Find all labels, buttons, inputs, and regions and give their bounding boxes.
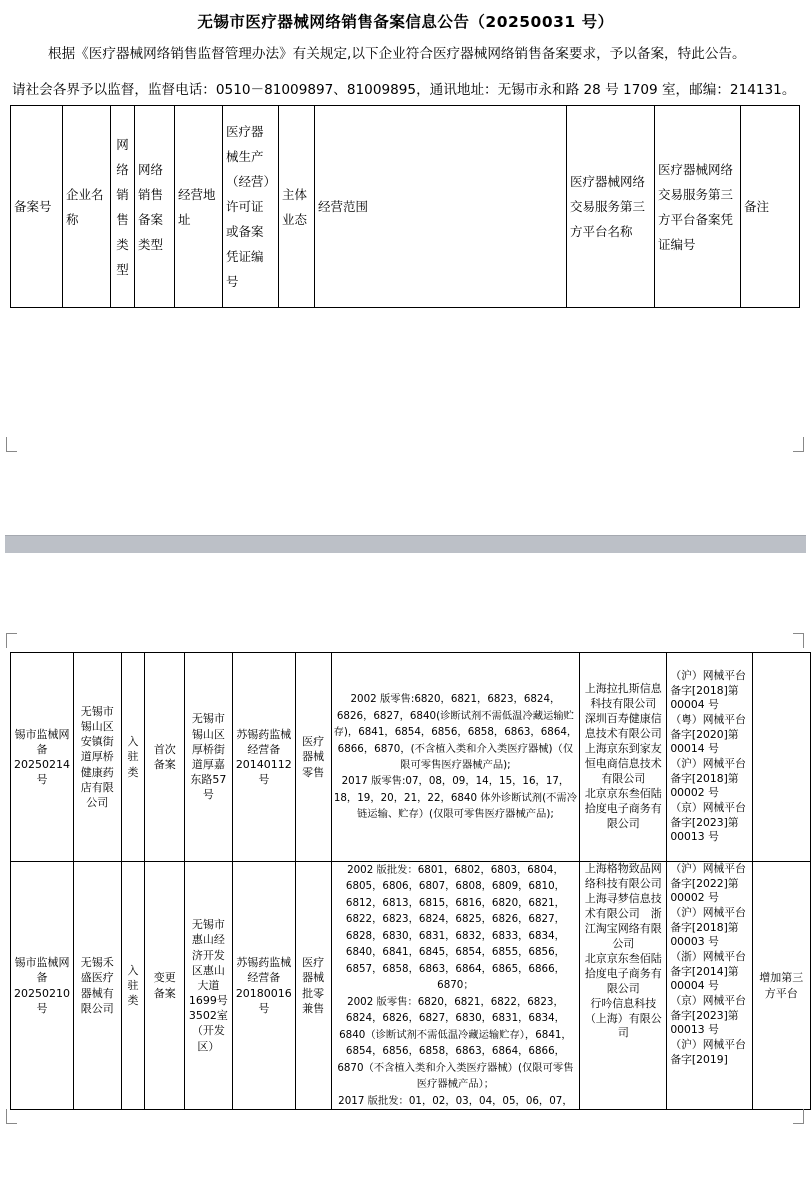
intro-paragraph: 根据《医疗器械网络销售监督管理办法》有关规定,以下企业符合医疗器械网络销售备案要求，予以备案，特此公告。 <box>48 46 746 62</box>
cell-platform-certs: （沪）网械平台备字[2022]第 00002 号 （沪）网械平台备字[2018]第 00003 号 （浙）网械平台备字[2014]第 00004 号 （京）网械平台备字[2023]第 00013 号 （沪）网械平台备字[2019] <box>667 862 752 1110</box>
header-company: 企业名称 <box>63 106 111 308</box>
header-business-form: 主体业态 <box>279 106 315 308</box>
page-title: 无锡市医疗器械网络销售备案信息公告（20250031 号） <box>197 13 614 31</box>
cell-business-form: 医疗器械零售 <box>295 653 331 862</box>
header-sales-type: 网络销售类型 <box>111 106 135 308</box>
cell-scope: 2002 版零售:6820，6821，6823，6824，6826，6827，6840(诊断试剂不需低温冷藏运输贮存)，6841，6854，6856，6858，6863，6864，6866，6870，(不含植入类和介入类医疗器械)（仅限可零售医疗器械产品); 2017 版零售:07，08，09，14，15，16，17，18，19，20，21，22，6840 体外诊断试剂(不需冷链运输、贮存）(仅限可零售医疗器械产品); <box>331 653 580 862</box>
header-platform-cert: 医疗器械网络交易服务第三方平台备案凭证编号 <box>655 106 741 308</box>
header-platform-name: 医疗器械网络交易服务第三方平台名称 <box>567 106 655 308</box>
page-corner-mark <box>6 1109 17 1124</box>
cell-platforms: 上海格物致品网络科技有限公司上海寻梦信息技术有限公司 浙江淘宝网络有限公司 北京京东叁佰陆拾度电子商务有限公司 行吟信息科技（上海）有限公司 <box>580 862 667 1110</box>
cell-license: 苏锡药监械经营备20180016号 <box>232 862 295 1110</box>
cell-record-no: 锡市监械网备20250214号 <box>11 653 74 862</box>
cell-remark <box>752 653 810 862</box>
page-corner-mark <box>793 1109 804 1124</box>
page-corner-mark <box>6 633 17 648</box>
header-remark: 备注 <box>741 106 800 308</box>
cell-record-no: 锡市监械网备20250210号 <box>11 862 74 1110</box>
cell-company: 无锡市锡山区安镇街道厚桥健康药店有限公司 <box>74 653 122 862</box>
cell-platforms: 上海拉扎斯信息科技有限公司 深圳百寿健康信息技术有限公司 上海京东到家友恒电商信息技术有限公司 北京京东叁佰陆拾度电子商务有限公司 <box>580 653 667 862</box>
table-row <box>11 862 811 1110</box>
cell-company: 无锡禾盛医疗器械有限公司 <box>74 862 122 1110</box>
filing-table-header <box>10 105 800 308</box>
filing-table <box>10 652 811 1110</box>
header-license: 医疗器械生产（经营）许可证或备案凭证编号 <box>223 106 279 308</box>
page-corner-mark <box>793 633 804 648</box>
cell-business-form: 医疗器械批零兼售 <box>295 862 331 1110</box>
cell-remark: 增加第三方平台 <box>752 862 810 1110</box>
supervision-paragraph: 请社会各界予以监督，监督电话：0510－81009897、81009895，通讯地址：无锡市永和路 28 号 1709 室，邮编：214131。 <box>12 82 796 98</box>
header-address: 经营地址 <box>175 106 223 308</box>
page-2 <box>0 553 811 1201</box>
page-1 <box>0 0 811 535</box>
cell-scope: 2002 版批发：6801，6802，6803，6804，6805，6806，6807，6808，6809，6810，6812，6813，6815，6816，6820，6821，6822，6823，6824，6825，6826，6827，6828，6830，6831，6832，6833，6834，6840，6841，6845，6854，6855，6856，6857，6858，6863，6864，6865，6866，6870； 2002 版零售：6820，6821，6822，6823，6824，6826，6827，6830，6831，6834，6840（诊断试剂不需低温冷藏运输贮存），6841，6854，6856，6858，6863，6864，6866，6870（不含植入类和介入类医疗器械）(仅限可零售医疗器械产品）； 2017 版批发：01，02，03，04，05，06，07， <box>331 862 580 1110</box>
cell-filing-type: 首次备案 <box>145 653 185 862</box>
page-corner-mark <box>793 437 804 452</box>
header-record-no: 备案号 <box>11 106 63 308</box>
cell-sales-type: 入驻类 <box>121 862 145 1110</box>
header-filing-type: 网络销售备案类型 <box>135 106 175 308</box>
cell-license: 苏锡药监械经营备20140112号 <box>232 653 295 862</box>
cell-platform-certs: （沪）网械平台备字[2018]第 00004 号 （粤）网械平台备字[2020]第 00014 号 （沪）网械平台备字[2018]第 00002 号 （京）网械平台备字[2023]第 00013 号 <box>667 653 752 862</box>
page-separator <box>5 535 806 555</box>
table-row <box>11 653 811 862</box>
cell-address: 无锡市惠山经济开发区惠山大道1699号3502室（开发区） <box>185 862 233 1110</box>
header-scope: 经营范围 <box>315 106 567 308</box>
cell-address: 无锡市锡山区厚桥街道厚嘉东路57号 <box>185 653 233 862</box>
cell-filing-type: 变更备案 <box>145 862 185 1110</box>
page-corner-mark <box>6 437 17 452</box>
cell-sales-type: 入驻类 <box>121 653 145 862</box>
